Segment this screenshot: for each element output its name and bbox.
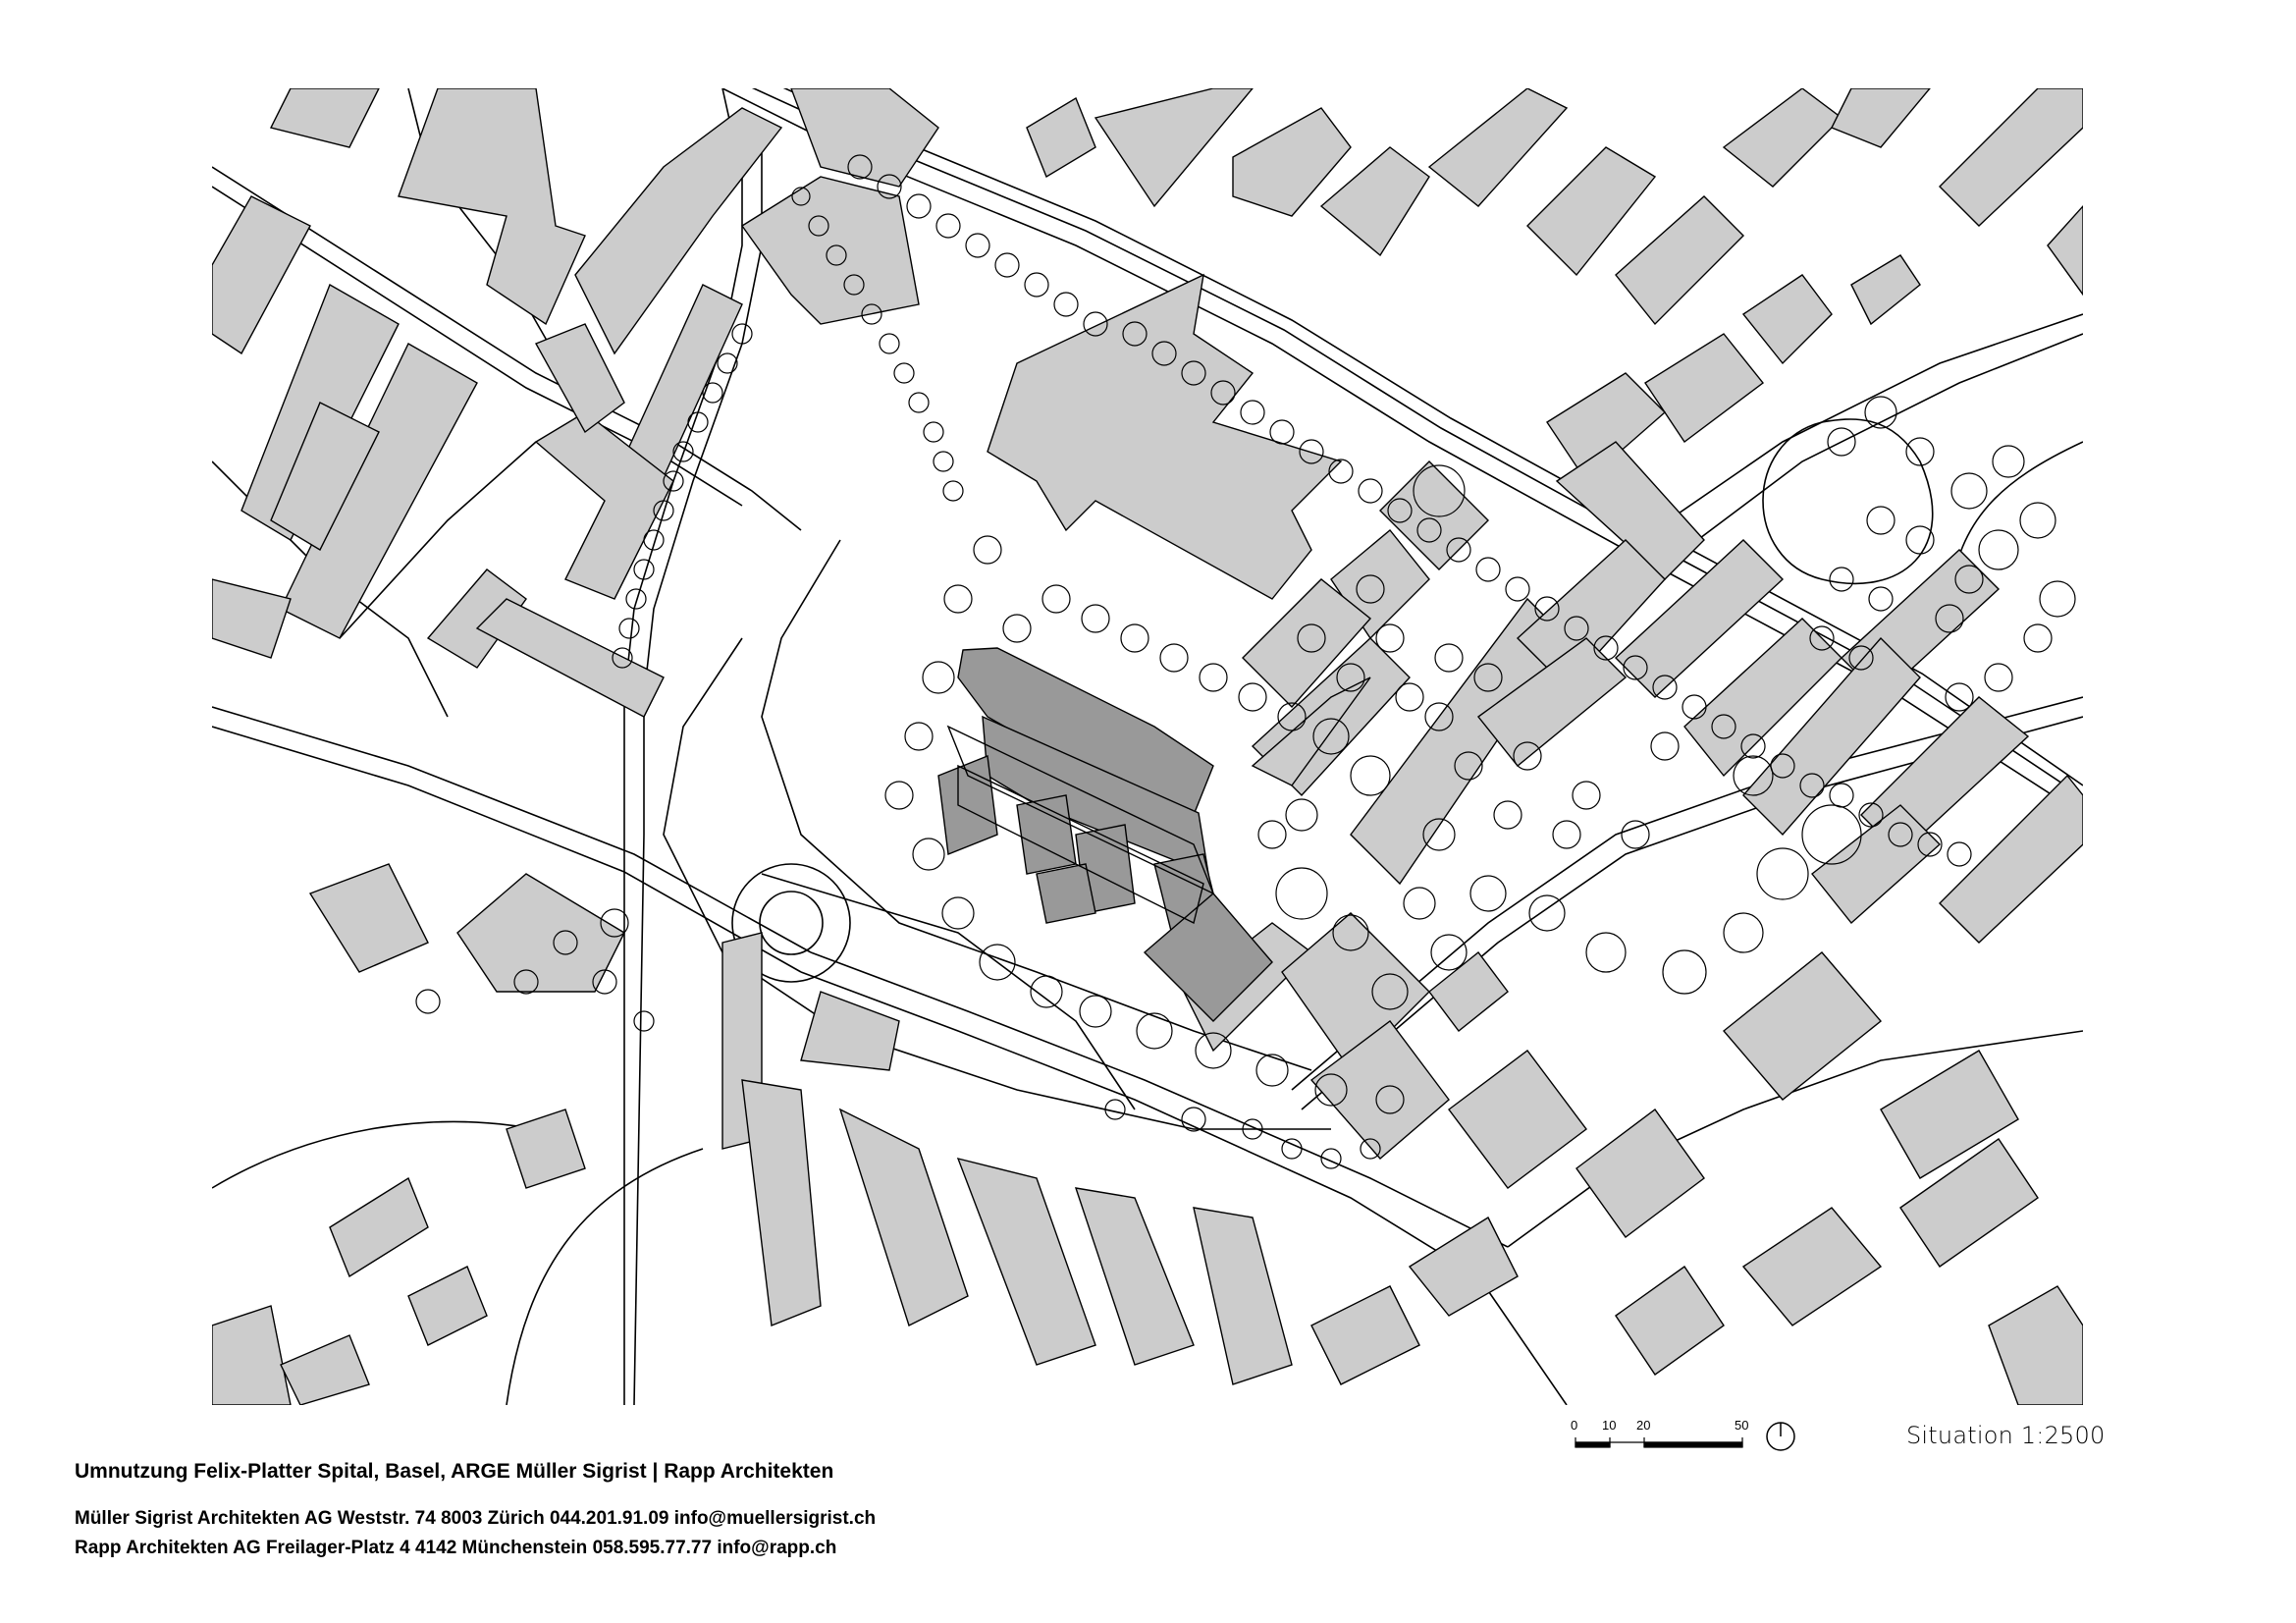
project-building	[938, 648, 1272, 1021]
contact-rapp: Rapp Architekten AG Freilager-Platz 4 4142 Münchenstein 058.595.77.77 info@rapp.ch	[75, 1538, 837, 1558]
plan-title: Umnutzung Felix-Platter Spital, Basel, ARGE Müller Sigrist | Rapp Architekten	[75, 1460, 834, 1483]
contact-mueller-sigrist: Müller Sigrist Architekten AG Weststr. 74 8003 Zürich 044.201.91.09 info@muellersigrist.ch	[75, 1508, 877, 1529]
scale-tick-0: 0	[1571, 1418, 1578, 1433]
scale-tick-50: 50	[1735, 1418, 1749, 1433]
north-arrow-icon	[1764, 1420, 1797, 1453]
scale-tick-20: 20	[1636, 1418, 1651, 1433]
scale-label: Situation 1:2500	[1906, 1422, 2106, 1449]
scale-tick-10: 10	[1602, 1418, 1617, 1433]
scale-bar	[1571, 1418, 1767, 1457]
site-plan-map	[212, 88, 2083, 1405]
